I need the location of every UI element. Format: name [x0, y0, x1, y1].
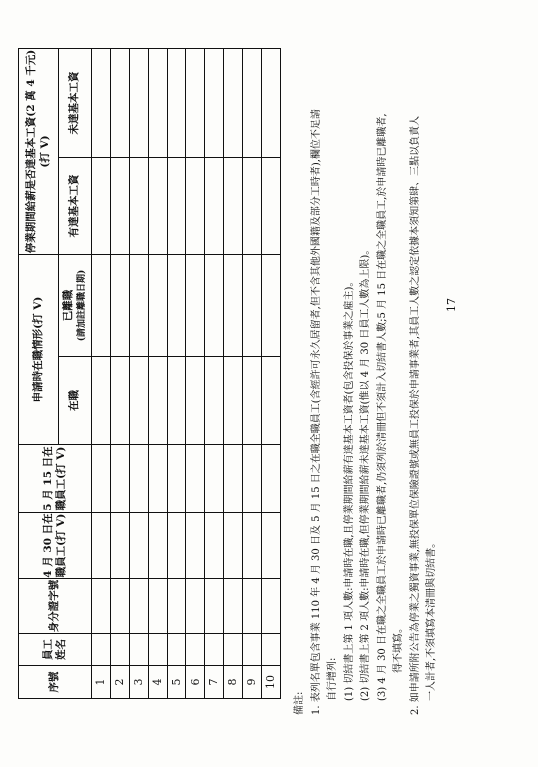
- row-number: 5: [167, 666, 186, 699]
- row-number: 10: [262, 666, 281, 699]
- note-1-item-2: (2) 切結書上第 2 項人數:申請時在職,但停業期間給薪未達基本工資(惟以 4 月 30 日員工人數為上限)。: [360, 244, 371, 701]
- header-wage-not-met: 未達基本工資: [59, 48, 92, 157]
- row-number: 6: [186, 666, 205, 699]
- table-row: [224, 48, 243, 698]
- table-row: [92, 48, 111, 698]
- row-number: 3: [129, 666, 148, 699]
- header-may15: 5 月 15 日在職員工(打 V): [19, 445, 92, 513]
- table-row: [243, 48, 262, 698]
- header-wage-status: 停業期間給薪是否達基本工資(2 萬 4 千元)(打 V): [19, 48, 59, 254]
- note-1-continued: 自行增列:: [327, 657, 338, 701]
- row-number: 7: [205, 666, 224, 699]
- header-name: 員工姓名: [19, 634, 92, 666]
- resigned-label: 已離職: [61, 289, 74, 322]
- header-apply-status: 申請時在職情形(打 V): [19, 255, 59, 445]
- table-row: [167, 48, 186, 698]
- table-row: [129, 48, 148, 698]
- header-seq: 序號: [19, 666, 92, 699]
- row-number: 1: [92, 666, 111, 699]
- table-row: [186, 48, 205, 698]
- row-number: 8: [224, 666, 243, 699]
- table-row: [262, 48, 281, 698]
- employee-roster-table: [18, 48, 281, 699]
- notes-title: 備註:: [294, 691, 305, 715]
- header-wage-met: 有達基本工資: [59, 158, 92, 255]
- note-2-continued: 一人計者,不須填寫本清冊與切結書。: [426, 537, 437, 701]
- note-1-item-1: (1) 切結書上第 1 項人數:申請時在職,且停業期間給薪有達基本工資者(包含投保於事業之雇主)。: [343, 276, 355, 701]
- note-2: 2. 如申請所附公告為停業之獨資事業,無投保單位保險證號或無員工投保於申請事業者,其員工人數之認定依據本須知第肆、三點以負責人: [409, 115, 421, 715]
- header-resigned: [59, 255, 92, 357]
- resign-note: (請加註離職日期): [76, 269, 87, 342]
- note-1: 1. 表列名單包含事業 110 年 4 月 30 日及 5 月 15 日之在職全職員工(含經許可永久居留者,但不含其他外國籍及部分工時者),欄位不足請: [310, 109, 322, 715]
- row-number: 9: [243, 666, 262, 699]
- header-id: 身分證字號: [19, 579, 92, 634]
- header-apr30: 4 月 30 日在職員工(打 V): [19, 513, 92, 579]
- table-row: [148, 48, 167, 698]
- row-number: 4: [148, 666, 167, 699]
- note-1-item-3: (3) 4 月 30 日在職之全職員工於申請時已離職者,仍須列於清冊但不須計入切結書人數;5 月 15 日在職之全職員工,於申請時已離職者,: [376, 113, 388, 701]
- page-number: 17: [445, 298, 458, 312]
- notes-section: [292, 25, 441, 715]
- table-row: [205, 48, 224, 698]
- header-employed: 在職: [59, 357, 92, 445]
- note-1-item-3-continued: 得不填寫。: [393, 623, 404, 673]
- row-number: 2: [110, 666, 129, 699]
- table-row: [110, 48, 129, 698]
